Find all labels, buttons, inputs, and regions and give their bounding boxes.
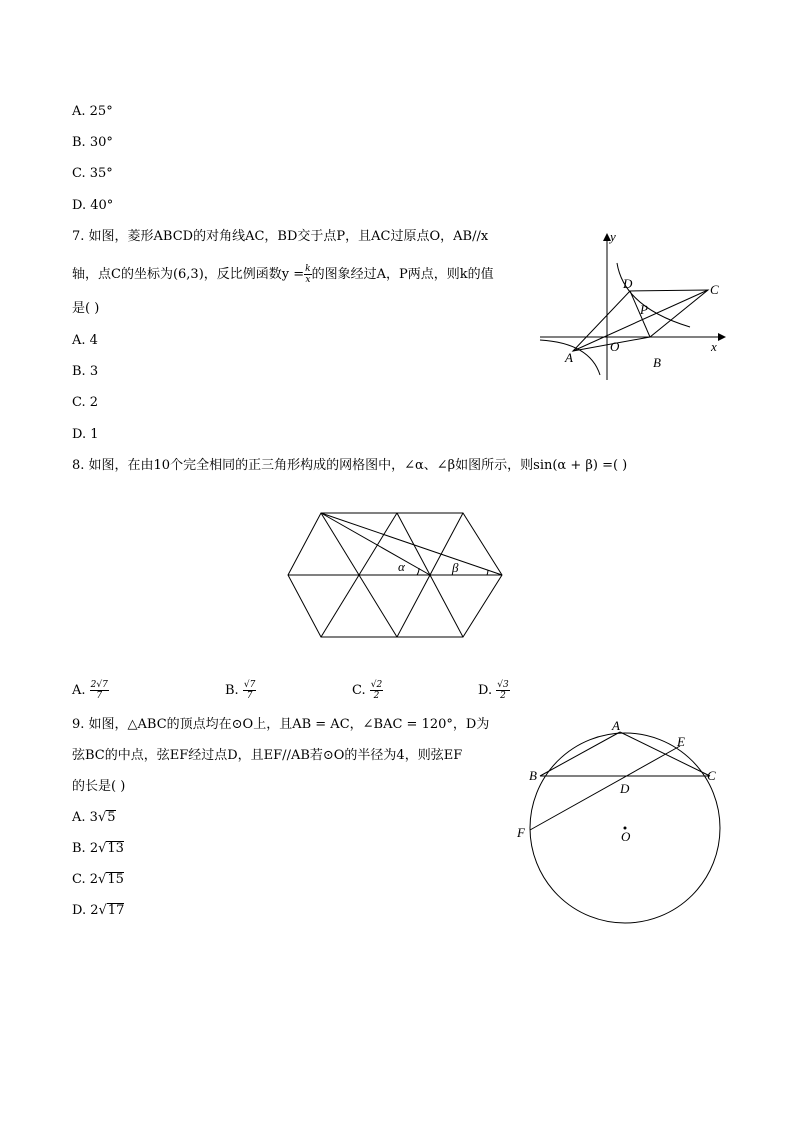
q8-option-d: D. $\frac{√3}{2}$ — [478, 680, 509, 701]
q8-option-c-fraction: $\frac{√2}{2}$ — [370, 680, 383, 701]
q9-option-d: D. 2√17 — [72, 903, 125, 918]
q7-option-b: B. 3 — [72, 364, 99, 379]
q7-label-x: x — [711, 339, 717, 354]
q9-option-c: C. 2√15 — [72, 872, 124, 887]
q7-label-y: y — [610, 229, 616, 244]
q9-label-b: B — [529, 768, 537, 783]
q8-option-a-fraction: $\frac{2√7}{7}$ — [90, 680, 108, 701]
q9-label-c: C — [707, 768, 716, 783]
q7-label-a: A — [565, 350, 573, 365]
q8-option-c: C. $\frac{√2}{2}$ — [352, 680, 383, 701]
q7-text-line2-a: 轴，点C的坐标为(6,3)，反比例函数y = — [72, 267, 305, 282]
q7-label-p: P — [640, 302, 648, 317]
q6-option-d: D. 40° — [72, 198, 114, 213]
q7-label-d: D — [623, 276, 633, 291]
q7-figure — [530, 225, 730, 385]
q9-option-a: A. 3√5 — [72, 810, 116, 825]
q9-text-line1: 9. 如图，△ABC的顶点均在⊙O上，且AB = AC，∠BAC = 120°，D为 — [72, 717, 490, 732]
q8-option-d-fraction: $\frac{√3}{2}$ — [497, 680, 509, 701]
q8-label-beta: β — [452, 560, 459, 575]
q7-option-c: C. 2 — [72, 395, 99, 410]
q7-text-line2 — [72, 264, 494, 285]
q9-label-d: D — [620, 781, 630, 796]
q9-text-line3: 的长是( ) — [72, 779, 126, 794]
q6-option-b: B. 30° — [72, 135, 113, 150]
q7-label-b: B — [653, 355, 661, 370]
q8-option-b: B. $\frac{√7}{7}$ — [225, 680, 256, 701]
q7-option-a: A. 4 — [72, 333, 98, 348]
q7-fraction-k-over-x: $\frac{k}{x}$ — [305, 264, 311, 285]
q8-option-a: A. $\frac{2√7}{7}$ — [72, 680, 108, 701]
q7-text-line3: 是( ) — [72, 301, 100, 316]
q8-text-line1: 8. 如图，在由10个完全相同的正三角形构成的网格图中，∠α、∠β如图所示，则sin(α + β) =( ) — [72, 458, 628, 473]
q9-figure — [510, 718, 730, 928]
q6-option-c: C. 35° — [72, 166, 113, 181]
q9-option-b: B. 2√13 — [72, 841, 124, 856]
q9-label-a: A — [612, 718, 620, 733]
q7-text-line2-b: 的图象经过A，P两点，则k的值 — [311, 267, 494, 282]
q9-label-o: O — [621, 829, 631, 844]
q8-label-alpha: α — [398, 559, 405, 574]
q9-label-f: F — [517, 825, 525, 840]
q8-figure — [280, 505, 510, 640]
q8-option-b-fraction: $\frac{√7}{7}$ — [243, 680, 256, 701]
q9-text-line2: 弦BC的中点，弦EF经过点D，且EF//AB若⊙O的半径为4，则弦EF — [72, 748, 463, 763]
q9-label-e: E — [677, 734, 685, 749]
q7-label-c: C — [710, 282, 719, 297]
q7-text-line1: 7. 如图，菱形ABCD的对角线AC，BD交于点P，且AC过原点O，AB//x — [72, 229, 489, 244]
q7-option-d: D. 1 — [72, 427, 99, 442]
q6-option-a: A. 25° — [72, 104, 113, 119]
q7-label-o: O — [610, 339, 620, 354]
